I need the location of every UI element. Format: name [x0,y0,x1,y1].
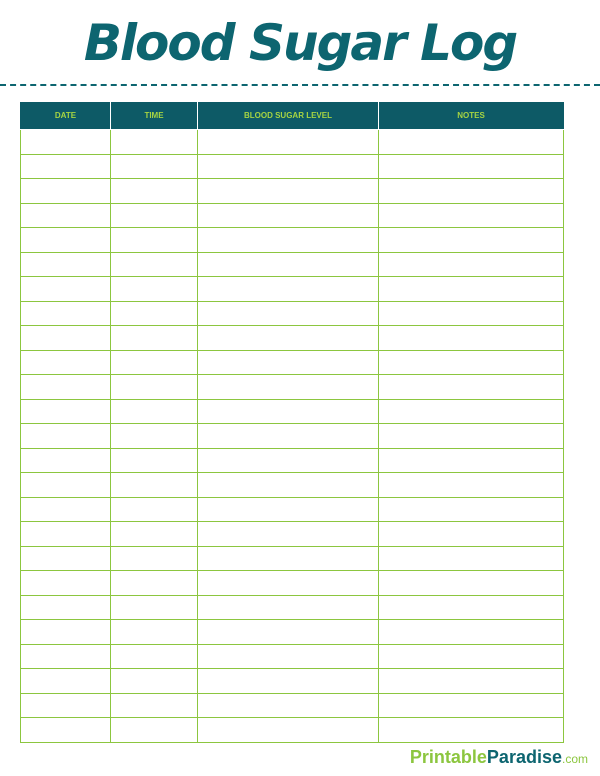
table-row [21,448,564,473]
notes-cell[interactable] [379,473,564,498]
blood-sugar-level-cell[interactable] [198,644,379,669]
time-cell[interactable] [111,522,198,547]
blood-sugar-level-cell[interactable] [198,179,379,204]
time-cell[interactable] [111,375,198,400]
date-cell[interactable] [21,277,111,302]
table-header-row [21,102,564,130]
table-row [21,301,564,326]
blood-sugar-level-cell[interactable] [198,375,379,400]
blood-sugar-level-cell[interactable] [198,522,379,547]
blood-sugar-level-cell[interactable] [198,154,379,179]
table-row [21,399,564,424]
blood-sugar-level-cell[interactable] [198,301,379,326]
notes-cell[interactable] [379,350,564,375]
blood-sugar-level-cell[interactable] [198,693,379,718]
time-cell[interactable] [111,620,198,645]
date-cell[interactable] [21,644,111,669]
time-cell[interactable] [111,644,198,669]
table-body [21,130,564,743]
notes-cell[interactable] [379,203,564,228]
table-row [21,154,564,179]
notes-cell[interactable] [379,522,564,547]
table-row [21,546,564,571]
date-cell[interactable] [21,693,111,718]
table-row [21,252,564,277]
date-cell[interactable] [21,497,111,522]
table-row [21,644,564,669]
table-row [21,203,564,228]
table-row [21,497,564,522]
notes-cell[interactable] [379,448,564,473]
date-cell[interactable] [21,179,111,204]
time-cell[interactable] [111,277,198,302]
notes-cell[interactable] [379,130,564,155]
time-cell[interactable] [111,130,198,155]
table-row [21,326,564,351]
notes-cell[interactable] [379,424,564,449]
date-cell[interactable] [21,375,111,400]
table-row [21,179,564,204]
time-cell[interactable] [111,571,198,596]
date-cell[interactable] [21,301,111,326]
notes-cell[interactable] [379,595,564,620]
time-cell[interactable] [111,718,198,743]
blood-sugar-level-cell[interactable] [198,620,379,645]
time-cell[interactable] [111,179,198,204]
blood-sugar-level-cell[interactable] [198,595,379,620]
blood-sugar-level-cell[interactable] [198,424,379,449]
notes-cell[interactable] [379,620,564,645]
date-cell[interactable] [21,595,111,620]
blood-sugar-level-cell[interactable] [198,350,379,375]
blood-sugar-level-cell[interactable] [198,252,379,277]
brand-text-domain: .com [561,752,588,766]
notes-cell[interactable] [379,252,564,277]
time-cell[interactable] [111,326,198,351]
date-cell[interactable] [21,571,111,596]
blood-sugar-level-cell[interactable] [198,399,379,424]
table-row [21,424,564,449]
blood-sugar-level-cell[interactable] [198,546,379,571]
notes-cell[interactable] [379,718,564,743]
blood-sugar-level-cell[interactable] [198,718,379,743]
table-row [21,522,564,547]
time-cell[interactable] [111,301,198,326]
column-header-notes: NOTES [379,102,564,130]
column-header-blood-sugar-level: BLOOD SUGAR LEVEL [198,102,379,130]
time-cell[interactable] [111,228,198,253]
brand-text-printable: Printable [409,747,487,767]
blood-sugar-level-cell[interactable] [198,228,379,253]
table-row [21,228,564,253]
notes-cell[interactable] [379,154,564,179]
table-row [21,350,564,375]
notes-cell[interactable] [379,693,564,718]
time-cell[interactable] [111,154,198,179]
table-row [21,571,564,596]
notes-cell[interactable] [379,179,564,204]
notes-cell[interactable] [379,497,564,522]
time-cell[interactable] [111,669,198,694]
time-cell[interactable] [111,399,198,424]
notes-cell[interactable] [379,277,564,302]
column-header-date: DATE [21,102,111,130]
blood-sugar-level-cell[interactable] [198,473,379,498]
table-row [21,277,564,302]
table-row [21,595,564,620]
time-cell[interactable] [111,448,198,473]
blood-sugar-level-cell[interactable] [198,571,379,596]
time-cell[interactable] [111,424,198,449]
dashed-divider [0,84,600,86]
date-cell[interactable] [21,669,111,694]
brand-text-paradise: Paradise [486,747,562,767]
page-title: Blood Sugar Log [83,14,517,72]
brand-footer [410,746,588,770]
notes-cell[interactable] [379,228,564,253]
time-cell[interactable] [111,203,198,228]
table-row [21,693,564,718]
date-cell[interactable] [21,350,111,375]
date-cell[interactable] [21,399,111,424]
date-cell[interactable] [21,424,111,449]
table-row [21,375,564,400]
blood-sugar-log-table [20,102,564,743]
notes-cell[interactable] [379,546,564,571]
notes-cell[interactable] [379,399,564,424]
notes-cell[interactable] [379,375,564,400]
table-row [21,473,564,498]
notes-cell[interactable] [379,669,564,694]
date-cell[interactable] [21,718,111,743]
time-cell[interactable] [111,252,198,277]
blood-sugar-level-cell[interactable] [198,497,379,522]
blood-sugar-level-cell[interactable] [198,326,379,351]
time-cell[interactable] [111,546,198,571]
blood-sugar-level-cell[interactable] [198,448,379,473]
table-row [21,669,564,694]
date-cell[interactable] [21,620,111,645]
column-header-time: TIME [111,102,198,130]
date-cell[interactable] [21,473,111,498]
date-cell[interactable] [21,522,111,547]
blood-sugar-level-cell[interactable] [198,203,379,228]
notes-cell[interactable] [379,326,564,351]
blood-sugar-level-cell[interactable] [198,277,379,302]
time-cell[interactable] [111,473,198,498]
date-cell[interactable] [21,228,111,253]
date-cell[interactable] [21,326,111,351]
table-row [21,620,564,645]
table-row [21,718,564,743]
notes-cell[interactable] [379,644,564,669]
notes-cell[interactable] [379,571,564,596]
date-cell[interactable] [21,154,111,179]
blood-sugar-level-cell[interactable] [198,669,379,694]
table-row [21,130,564,155]
date-cell[interactable] [21,203,111,228]
blood-sugar-level-cell[interactable] [198,130,379,155]
date-cell[interactable] [21,546,111,571]
time-cell[interactable] [111,595,198,620]
date-cell[interactable] [21,130,111,155]
date-cell[interactable] [21,448,111,473]
date-cell[interactable] [21,252,111,277]
time-cell[interactable] [111,350,198,375]
time-cell[interactable] [111,693,198,718]
notes-cell[interactable] [379,301,564,326]
time-cell[interactable] [111,497,198,522]
